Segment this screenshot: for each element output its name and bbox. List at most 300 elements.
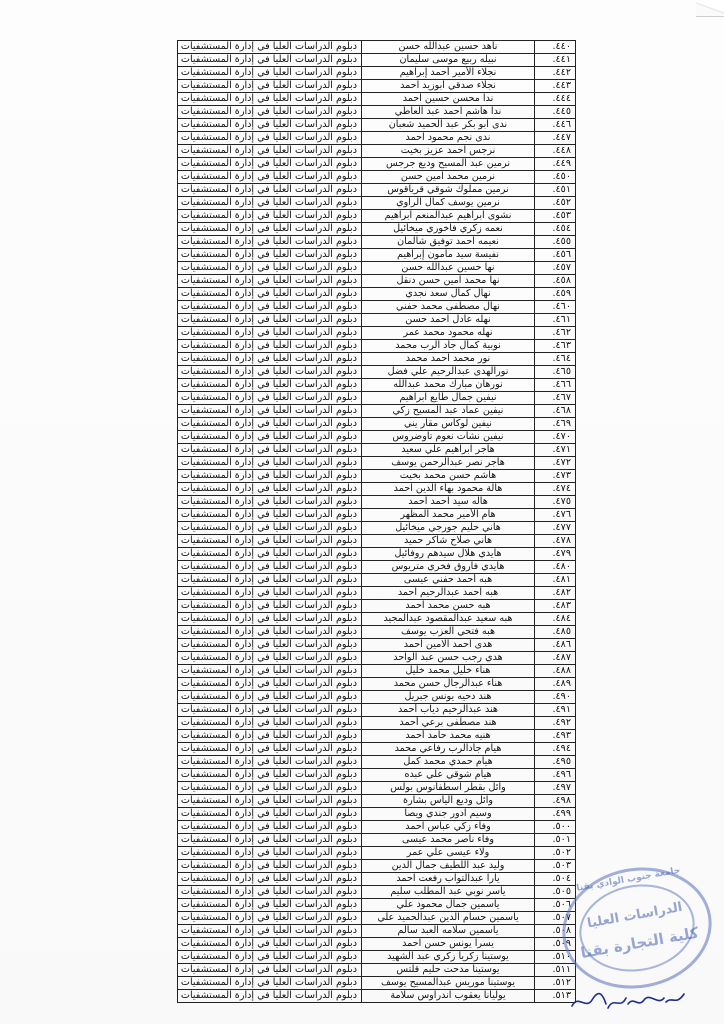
table-row (178, 184, 576, 197)
student-name: نهال مصطفى محمد حفني (362, 301, 535, 314)
program-name: دبلوم الدراسات العليا في إدارة المستشفيات (178, 392, 362, 405)
table-row (178, 288, 576, 301)
row-number: ٥٠٨. (535, 925, 576, 938)
row-number: ٤٥٧. (535, 262, 576, 275)
row-number: ٥٠٧. (535, 912, 576, 925)
student-name: ناهد حسين عبدالله حسن (362, 41, 535, 54)
program-name: دبلوم الدراسات العليا في إدارة المستشفيات (178, 418, 362, 431)
student-name: هند دحيه يونس جبريل (362, 691, 535, 704)
row-number: ٤٦٨. (535, 405, 576, 418)
row-number: ٤٧٥. (535, 496, 576, 509)
program-name: دبلوم الدراسات العليا في إدارة المستشفيات (178, 626, 362, 639)
row-number: ٤٦٢. (535, 327, 576, 340)
program-name: دبلوم الدراسات العليا في إدارة المستشفيات (178, 639, 362, 652)
student-name: هدى احمد الامين احمد (362, 639, 535, 652)
student-name: نور محمد احمد محمد (362, 353, 535, 366)
row-number: ٥٠٤. (535, 873, 576, 886)
program-name: دبلوم الدراسات العليا في إدارة المستشفيات (178, 756, 362, 769)
student-name: هاشم حسن محمد بخيت (362, 470, 535, 483)
program-name: دبلوم الدراسات العليا في إدارة المستشفيات (178, 522, 362, 535)
program-name: دبلوم الدراسات العليا في إدارة المستشفيات (178, 951, 362, 964)
student-name: نيفين جمال طايع ابراهيم (362, 392, 535, 405)
table-row (178, 665, 576, 678)
stamp-bottom-text: كلية التجارة بقنا (579, 923, 701, 963)
program-name: دبلوم الدراسات العليا في إدارة المستشفيات (178, 275, 362, 288)
student-name: هناء خليل محمد خليل (362, 665, 535, 678)
student-name: هالة محمود بهاء الدين احمد (362, 483, 535, 496)
row-number: ٤٨٣. (535, 600, 576, 613)
row-number: ٤٦٧. (535, 392, 576, 405)
student-name: ولاء عيسى علي عمر (362, 847, 535, 860)
program-name: دبلوم الدراسات العليا في إدارة المستشفيات (178, 509, 362, 522)
row-number: ٥١٢. (535, 977, 576, 990)
student-name: نشوى ابراهيم عبدالمنعم ابراهيم (362, 210, 535, 223)
row-number: ٤٥٢. (535, 197, 576, 210)
row-number: ٤٧٣. (535, 470, 576, 483)
table-row (178, 249, 576, 262)
program-name: دبلوم الدراسات العليا في إدارة المستشفيات (178, 119, 362, 132)
student-name: هبه فتحي العزب يوسف (362, 626, 535, 639)
row-number: ٤٤٠. (535, 41, 576, 54)
row-number: ٤٧١. (535, 444, 576, 457)
student-name: هناء عبدالرجال حسن محمد (362, 678, 535, 691)
student-name: هبه احمد عبدالرحيم احمد (362, 587, 535, 600)
row-number: ٤٥٦. (535, 249, 576, 262)
program-name: دبلوم الدراسات العليا في إدارة المستشفيات (178, 795, 362, 808)
program-name: دبلوم الدراسات العليا في إدارة المستشفيات (178, 197, 362, 210)
table-row (178, 457, 576, 470)
row-number: ٤٩٩. (535, 808, 576, 821)
program-name: دبلوم الدراسات العليا في إدارة المستشفيات (178, 535, 362, 548)
row-number: ٤٦٦. (535, 379, 576, 392)
student-name: نها محمد امين حسن دنقل (362, 275, 535, 288)
row-number: ٤٤٣. (535, 80, 576, 93)
program-name: دبلوم الدراسات العليا في إدارة المستشفيات (178, 665, 362, 678)
table-row (178, 223, 576, 236)
student-name: نفيسة سيد مأمون إبراهيم (362, 249, 535, 262)
table-row (178, 262, 576, 275)
table-row (178, 977, 576, 990)
student-roster-table (177, 40, 576, 1003)
table-row (178, 145, 576, 158)
student-name: هيام جادالرب رفاعي محمد (362, 743, 535, 756)
student-name: هاجر نصر عبدالرحمن يوسف (362, 457, 535, 470)
program-name: دبلوم الدراسات العليا في إدارة المستشفيات (178, 938, 362, 951)
program-name: دبلوم الدراسات العليا في إدارة المستشفيات (178, 808, 362, 821)
student-name: هيام حمدي محمد كمل (362, 756, 535, 769)
program-name: دبلوم الدراسات العليا في إدارة المستشفيات (178, 912, 362, 925)
student-name: ياسر نوبي عبد المطلب سليم (362, 886, 535, 899)
student-name: ياسمين جمال محمود علي (362, 899, 535, 912)
program-name: دبلوم الدراسات العليا في إدارة المستشفيات (178, 171, 362, 184)
row-number: ٤٩٤. (535, 743, 576, 756)
row-number: ٤٧٨. (535, 535, 576, 548)
student-name: وسيم ادور جندي ويصا (362, 808, 535, 821)
student-name: وفاء زكي عباس احمد (362, 821, 535, 834)
student-name: هدي رجب حسن عبد الواحد (362, 652, 535, 665)
row-number: ٥١٣. (535, 990, 576, 1003)
row-number: ٤٩٦. (535, 769, 576, 782)
program-name: دبلوم الدراسات العليا في إدارة المستشفيات (178, 925, 362, 938)
student-name: يوليانا يعقوب اندراوس سلامة (362, 990, 535, 1003)
student-name: يارا عبدالتواب رفعت احمد (362, 873, 535, 886)
row-number: ٤٧٠. (535, 431, 576, 444)
program-name: دبلوم الدراسات العليا في إدارة المستشفيات (178, 106, 362, 119)
table-row (178, 600, 576, 613)
row-number: ٥٠٣. (535, 860, 576, 873)
student-name: وليد عبد اللطيف جمال الدين (362, 860, 535, 873)
program-name: دبلوم الدراسات العليا في إدارة المستشفيات (178, 210, 362, 223)
table-row (178, 704, 576, 717)
table-row (178, 132, 576, 145)
student-name: هايدي هلال سيدهم روفائيل (362, 548, 535, 561)
row-number: ٤٦١. (535, 314, 576, 327)
program-name: دبلوم الدراسات العليا في إدارة المستشفيات (178, 223, 362, 236)
program-name: دبلوم الدراسات العليا في إدارة المستشفيات (178, 600, 362, 613)
row-number: ٤٧٦. (535, 509, 576, 522)
table-row (178, 158, 576, 171)
row-number: ٤٥١. (535, 184, 576, 197)
table-row (178, 912, 576, 925)
table-row (178, 899, 576, 912)
table-row (178, 210, 576, 223)
row-number: ٤٩٢. (535, 717, 576, 730)
row-number: ٤٥٩. (535, 288, 576, 301)
table-row (178, 561, 576, 574)
table-row (178, 119, 576, 132)
student-name: هاله سيد احمد احمد (362, 496, 535, 509)
row-number: ٤٧٢. (535, 457, 576, 470)
row-number: ٤٩٥. (535, 756, 576, 769)
row-number: ٥٠٦. (535, 899, 576, 912)
row-number: ٥٠٩. (535, 938, 576, 951)
row-number: ٤٨٤. (535, 613, 576, 626)
row-number: ٤٧٧. (535, 522, 576, 535)
program-name: دبلوم الدراسات العليا في إدارة المستشفيات (178, 782, 362, 795)
student-name: يوستينا زكريا زكري عبد الشهيد (362, 951, 535, 964)
row-number: ٥١١. (535, 964, 576, 977)
table-row (178, 392, 576, 405)
table-row (178, 808, 576, 821)
table-row (178, 964, 576, 977)
row-number: ٤٨٠. (535, 561, 576, 574)
student-name: يوستينا مدحت حليم قلتس (362, 964, 535, 977)
student-name: هايدي فاروق فخري متريوس (362, 561, 535, 574)
table-row (178, 405, 576, 418)
row-number: ٤٩٧. (535, 782, 576, 795)
program-name: دبلوم الدراسات العليا في إدارة المستشفيات (178, 964, 362, 977)
table-row (178, 535, 576, 548)
program-name: دبلوم الدراسات العليا في إدارة المستشفيات (178, 561, 362, 574)
row-number: ٤٧٩. (535, 548, 576, 561)
table-row (178, 821, 576, 834)
table-row (178, 275, 576, 288)
table-row (178, 444, 576, 457)
table-row (178, 93, 576, 106)
table-row (178, 847, 576, 860)
program-name: دبلوم الدراسات العليا في إدارة المستشفيات (178, 834, 362, 847)
roster-body (178, 41, 576, 1003)
program-name: دبلوم الدراسات العليا في إدارة المستشفيات (178, 847, 362, 860)
student-name: هاني حليم جورجي ميخائيل (362, 522, 535, 535)
row-number: ٤٧٤. (535, 483, 576, 496)
row-number: ٤٦٤. (535, 353, 576, 366)
program-name: دبلوم الدراسات العليا في إدارة المستشفيات (178, 67, 362, 80)
row-number: ٤٨٧. (535, 652, 576, 665)
table-row (178, 67, 576, 80)
row-number: ٤٨٢. (535, 587, 576, 600)
program-name: دبلوم الدراسات العليا في إدارة المستشفيات (178, 145, 362, 158)
program-name: دبلوم الدراسات العليا في إدارة المستشفيات (178, 678, 362, 691)
program-name: دبلوم الدراسات العليا في إدارة المستشفيات (178, 457, 362, 470)
row-number: ٤٤٦. (535, 119, 576, 132)
row-number: ٤٨١. (535, 574, 576, 587)
student-name: هبه حسن محمد احمد (362, 600, 535, 613)
row-number: ٥٠٢. (535, 847, 576, 860)
table-row (178, 730, 576, 743)
student-name: نوبية كمال جاد الرب محمد (362, 340, 535, 353)
table-row (178, 483, 576, 496)
program-name: دبلوم الدراسات العليا في إدارة المستشفيات (178, 470, 362, 483)
program-name: دبلوم الدراسات العليا في إدارة المستشفيات (178, 249, 362, 262)
student-name: نهال كمال سعد نجدي (362, 288, 535, 301)
student-name: هاني صلاح شاكر حميد (362, 535, 535, 548)
row-number: ٥١٠. (535, 951, 576, 964)
student-name: نيفين نشأت نعوم تاوضروس (362, 431, 535, 444)
student-name: نعمه زكري فاخوري ميخائيل (362, 223, 535, 236)
table-row (178, 470, 576, 483)
table-row (178, 951, 576, 964)
student-name: ياسمين سلامه العبد سالم (362, 925, 535, 938)
program-name: دبلوم الدراسات العليا في إدارة المستشفيات (178, 652, 362, 665)
row-number: ٤٦٣. (535, 340, 576, 353)
table-row (178, 795, 576, 808)
table-row (178, 314, 576, 327)
student-name: نرمين مملوك شوقي قرياقوس (362, 184, 535, 197)
table-row (178, 756, 576, 769)
program-name: دبلوم الدراسات العليا في إدارة المستشفيات (178, 977, 362, 990)
row-number: ٤٤٢. (535, 67, 576, 80)
table-row (178, 41, 576, 54)
student-name: نعيمه احمد توفيق شالمان (362, 236, 535, 249)
program-name: دبلوم الدراسات العليا في إدارة المستشفيات (178, 704, 362, 717)
table-row (178, 353, 576, 366)
row-number: ٤٥٣. (535, 210, 576, 223)
program-name: دبلوم الدراسات العليا في إدارة المستشفيات (178, 821, 362, 834)
table-row (178, 886, 576, 899)
program-name: دبلوم الدراسات العليا في إدارة المستشفيات (178, 431, 362, 444)
program-name: دبلوم الدراسات العليا في إدارة المستشفيات (178, 886, 362, 899)
program-name: دبلوم الدراسات العليا في إدارة المستشفيات (178, 574, 362, 587)
program-name: دبلوم الدراسات العليا في إدارة المستشفيات (178, 483, 362, 496)
student-name: يسرا يونس حسن احمد (362, 938, 535, 951)
student-name: هند عبدالرحيم دياب أحمد (362, 704, 535, 717)
program-name: دبلوم الدراسات العليا في إدارة المستشفيات (178, 353, 362, 366)
table-row (178, 197, 576, 210)
student-name: نجلاء الأمير أحمد إبراهيم (362, 67, 535, 80)
row-number: ٤٩١. (535, 704, 576, 717)
table-row (178, 418, 576, 431)
handwritten-signature (568, 986, 688, 1016)
table-row (178, 587, 576, 600)
table-row (178, 574, 576, 587)
table-row (178, 613, 576, 626)
folded-corner (696, 0, 724, 17)
official-stamp (553, 856, 722, 1000)
program-name: دبلوم الدراسات العليا في إدارة المستشفيات (178, 288, 362, 301)
stamp-middle-text: الدراسات العليا (586, 899, 684, 932)
student-name: نورهان مبارك محمد عبدالله (362, 379, 535, 392)
table-row (178, 379, 576, 392)
student-name: وائل بقطر اسطفانوس بولس (362, 782, 535, 795)
program-name: دبلوم الدراسات العليا في إدارة المستشفيات (178, 236, 362, 249)
program-name: دبلوم الدراسات العليا في إدارة المستشفيات (178, 93, 362, 106)
table-row (178, 340, 576, 353)
student-name: ندى نجم محمود احمد (362, 132, 535, 145)
row-number: ٥٠٠. (535, 821, 576, 834)
table-row (178, 860, 576, 873)
student-name: نرمين يوسف كمال الراوي (362, 197, 535, 210)
student-name: ندا محسن حسين احمد (362, 93, 535, 106)
program-name: دبلوم الدراسات العليا في إدارة المستشفيات (178, 262, 362, 275)
program-name: دبلوم الدراسات العليا في إدارة المستشفيات (178, 769, 362, 782)
program-name: دبلوم الدراسات العليا في إدارة المستشفيات (178, 158, 362, 171)
student-name: هنيه محمد حامد أحمد (362, 730, 535, 743)
program-name: دبلوم الدراسات العليا في إدارة المستشفيات (178, 743, 362, 756)
table-row (178, 769, 576, 782)
row-number: ٤٨٩. (535, 678, 576, 691)
table-row (178, 366, 576, 379)
program-name: دبلوم الدراسات العليا في إدارة المستشفيات (178, 379, 362, 392)
row-number: ٤٦٩. (535, 418, 576, 431)
table-row (178, 431, 576, 444)
row-number: ٤٥٠. (535, 171, 576, 184)
table-row (178, 522, 576, 535)
row-number: ٤٨٦. (535, 639, 576, 652)
program-name: دبلوم الدراسات العليا في إدارة المستشفيات (178, 873, 362, 886)
row-number: ٤٦٠. (535, 301, 576, 314)
table-row (178, 639, 576, 652)
student-name: هبه أحمد حفني عيسى (362, 574, 535, 587)
table-row (178, 236, 576, 249)
table-row (178, 80, 576, 93)
student-name: نرمين عبد المسيح وديع جرجس (362, 158, 535, 171)
table-row (178, 782, 576, 795)
table-row (178, 938, 576, 951)
table-row (178, 990, 576, 1003)
program-name: دبلوم الدراسات العليا في إدارة المستشفيات (178, 132, 362, 145)
row-number: ٤٨٥. (535, 626, 576, 639)
program-name: دبلوم الدراسات العليا في إدارة المستشفيات (178, 314, 362, 327)
program-name: دبلوم الدراسات العليا في إدارة المستشفيات (178, 717, 362, 730)
student-name: نبيله ربيع موسى سليمان (362, 54, 535, 67)
student-name: نهله محمود محمد عمر (362, 327, 535, 340)
student-name: نيفين لوكاس مقار يني (362, 418, 535, 431)
table-row (178, 691, 576, 704)
table-row (178, 327, 576, 340)
row-number: ٤٥٥. (535, 236, 576, 249)
student-name: ندا هاشم احمد عبد العاطي (362, 106, 535, 119)
student-name: يوستينا موريس عبدالمسيح يوسف (362, 977, 535, 990)
row-number: ٤٤٤. (535, 93, 576, 106)
program-name: دبلوم الدراسات العليا في إدارة المستشفيات (178, 444, 362, 457)
row-number: ٤٩٣. (535, 730, 576, 743)
program-name: دبلوم الدراسات العليا في إدارة المستشفيات (178, 496, 362, 509)
row-number: ٤٥٨. (535, 275, 576, 288)
student-name: نرمين محمد امين حسن (362, 171, 535, 184)
student-name: وفاء ناصر محمد عيسى (362, 834, 535, 847)
row-number: ٤٦٥. (535, 366, 576, 379)
table-row (178, 54, 576, 67)
student-name: نجلاء صدقي ابوزيد احمد (362, 80, 535, 93)
student-name: ندى ابو بكر عبد الحميد شعبان (362, 119, 535, 132)
row-number: ٤٤١. (535, 54, 576, 67)
student-name: هام الأمير محمد المظهر (362, 509, 535, 522)
program-name: دبلوم الدراسات العليا في إدارة المستشفيات (178, 691, 362, 704)
row-number: ٤٤٩. (535, 158, 576, 171)
table-row (178, 717, 576, 730)
program-name: دبلوم الدراسات العليا في إدارة المستشفيات (178, 730, 362, 743)
table-row (178, 301, 576, 314)
stamp-top-text: جامعة جنوب الوادي بقنا (575, 865, 682, 894)
program-name: دبلوم الدراسات العليا في إدارة المستشفيات (178, 366, 362, 379)
student-name: هاجر ابراهيم علي سعيد (362, 444, 535, 457)
row-number: ٤٩٠. (535, 691, 576, 704)
student-name: هيام شوقي علي عبده (362, 769, 535, 782)
program-name: دبلوم الدراسات العليا في إدارة المستشفيات (178, 899, 362, 912)
table-row (178, 925, 576, 938)
row-number: ٤٩٨. (535, 795, 576, 808)
student-name: نرجس احمد عزيز بخيت (362, 145, 535, 158)
table-row (178, 171, 576, 184)
program-name: دبلوم الدراسات العليا في إدارة المستشفيات (178, 80, 362, 93)
program-name: دبلوم الدراسات العليا في إدارة المستشفيات (178, 41, 362, 54)
table-row (178, 652, 576, 665)
student-name: ياسمين حسام الدين عبدالحميد علي (362, 912, 535, 925)
table-row (178, 548, 576, 561)
row-number: ٤٤٧. (535, 132, 576, 145)
program-name: دبلوم الدراسات العليا في إدارة المستشفيات (178, 54, 362, 67)
table-row (178, 626, 576, 639)
student-name: هبه سعيد عبدالمقصود عبدالمجيد (362, 613, 535, 626)
row-number: ٤٤٨. (535, 145, 576, 158)
program-name: دبلوم الدراسات العليا في إدارة المستشفيات (178, 301, 362, 314)
table-row (178, 834, 576, 847)
program-name: دبلوم الدراسات العليا في إدارة المستشفيات (178, 990, 362, 1003)
student-name: نيفين عماد عبد المسيح زكي (362, 405, 535, 418)
program-name: دبلوم الدراسات العليا في إدارة المستشفيات (178, 548, 362, 561)
row-number: ٥٠٥. (535, 886, 576, 899)
program-name: دبلوم الدراسات العليا في إدارة المستشفيات (178, 340, 362, 353)
student-name: وائل وديع الياس بشارة (362, 795, 535, 808)
table-row (178, 678, 576, 691)
program-name: دبلوم الدراسات العليا في إدارة المستشفيات (178, 405, 362, 418)
program-name: دبلوم الدراسات العليا في إدارة المستشفيات (178, 613, 362, 626)
program-name: دبلوم الدراسات العليا في إدارة المستشفيات (178, 860, 362, 873)
student-name: هند مصطفى برعي أحمد (362, 717, 535, 730)
student-name: نورالهدى عبدالرحيم علي فضل (362, 366, 535, 379)
student-name: نها حسين عبدالله حسن (362, 262, 535, 275)
program-name: دبلوم الدراسات العليا في إدارة المستشفيات (178, 184, 362, 197)
row-number: ٤٤٥. (535, 106, 576, 119)
table-row (178, 509, 576, 522)
table-row (178, 743, 576, 756)
program-name: دبلوم الدراسات العليا في إدارة المستشفيات (178, 587, 362, 600)
row-number: ٤٨٨. (535, 665, 576, 678)
program-name: دبلوم الدراسات العليا في إدارة المستشفيات (178, 327, 362, 340)
row-number: ٤٥٤. (535, 223, 576, 236)
row-number: ٥٠١. (535, 834, 576, 847)
